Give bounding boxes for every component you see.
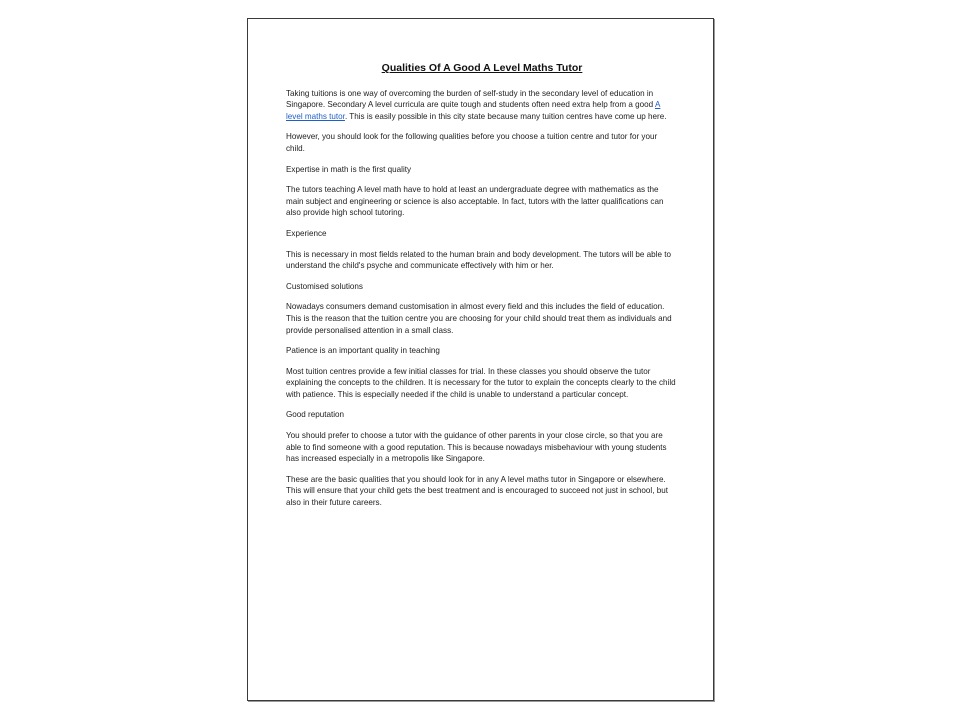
section-body-patience: Most tuition centres provide a few initial classes for trial. In these classes you should observe the tutor explaining the concepts to the children. It is necessary for the tutor to explain the concepts clearly to the child with patience. This is especially needed if the child is unable to understand a particular concept. — [286, 366, 676, 399]
intro-text-before-link: Taking tuitions is one way of overcoming the burden of self-study in the secondary level of education in Singapore. Secondary A level curricula are quite tough and students often need extra help from a good — [286, 88, 655, 110]
section-heading-expertise: Expertise in math is the first quality — [286, 164, 412, 174]
section-body-customised: Nowadays consumers demand customisation in almost every field and this includes the field of education. This is the reason that the tuition centre you are choosing for your child should treat them as individuals and provide personalised attention in a small class. — [286, 302, 672, 335]
section-heading-patience: Patience is an important quality in teaching — [286, 346, 440, 356]
intro-paragraph — [286, 88, 678, 123]
section-body-experience: This is necessary in most fields related to the human brain and body development. The tutors will be able to understand the child's psyche and communicate effectively with him or her. — [286, 249, 671, 271]
intro-text-after-link: . This is easily possible in this city state because many tuition centres have come up here. — [344, 111, 667, 121]
conclusion-paragraph: These are the basic qualities that you should look for in any A level maths tutor in Singapore or elsewhere. This will ensure that your child gets the best treatment and is encouraged to succeed not just in school, but also in their future careers. — [286, 474, 668, 508]
section-heading-reputation: Good reputation — [286, 410, 345, 420]
section-body-expertise: The tutors teaching A level math have to hold at least an undergraduate degree with mathematics as the main subject and engineering or science is also acceptable. In fact, tutors with the latter qualifications can also provide high school tutoring. — [286, 185, 664, 218]
tutor-link[interactable]: A level maths tutor — [286, 100, 661, 121]
document-body — [286, 63, 678, 518]
document-page — [247, 18, 714, 701]
section-heading-customised: Customised solutions — [286, 281, 363, 291]
document-title: Qualities Of A Good A Level Maths Tutor — [381, 62, 583, 74]
section-heading-experience: Experience — [286, 228, 327, 238]
section-body-reputation: You should prefer to choose a tutor with the guidance of other parents in your close circle, so that you are able to find someone with a good reputation. This is because nowadays misbehaviour with young students has increased especially in a metropolis like Singapore. — [286, 431, 667, 464]
qualities-intro-paragraph: However, you should look for the following qualities before you choose a tuition centre and tutor for your child. — [286, 132, 658, 153]
